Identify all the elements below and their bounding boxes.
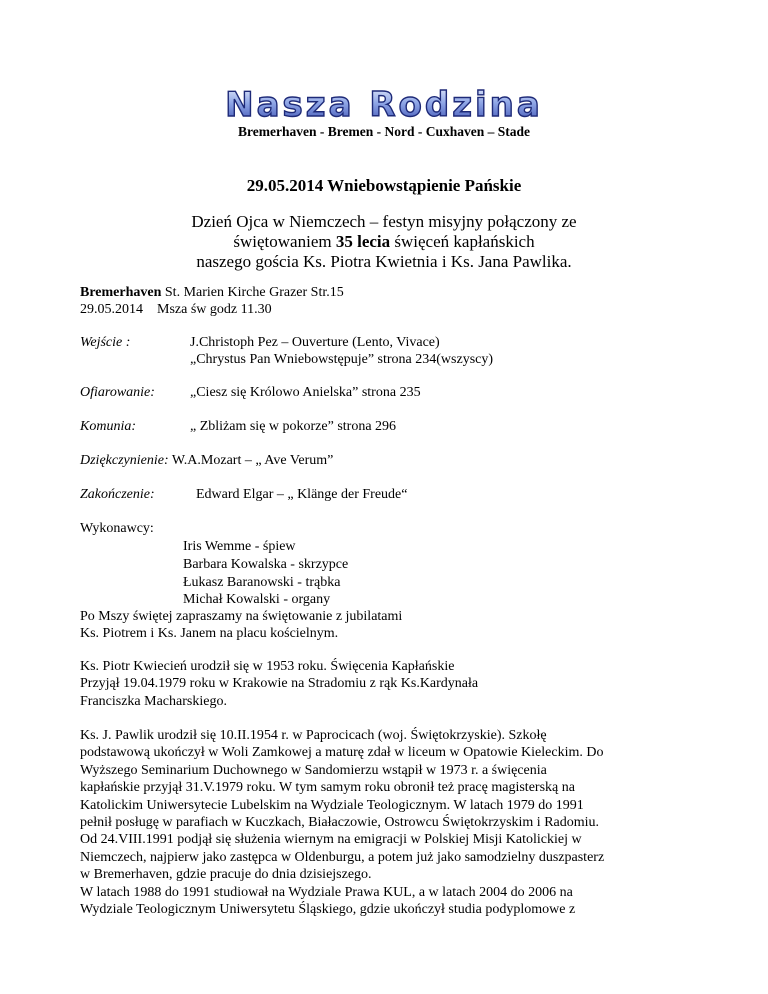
offertory-text: „Ciesz się Królowo Anielska” strona 235 xyxy=(190,385,421,400)
intro-line-2-pre: świętowaniem xyxy=(233,232,336,251)
intro-line-2-post: święceń kapłańskich xyxy=(390,232,535,251)
entrance-label: Wejście : xyxy=(80,335,131,350)
bio-pawlik-line: w Bremerhaven, gdzie pracuje do dnia dzisiejszego. xyxy=(80,867,372,883)
intro-line-3: naszego gościa Ks. Piotra Kwietnia i Ks. Jana Pawlika. xyxy=(196,252,572,271)
bio-pawlik-line: podstawową ukończył w Woli Zamkowej a maturę zdał w liceum w Opatowie Kieleckim. Do xyxy=(80,745,604,761)
entrance-line-2: „Chrystus Pan Wniebowstępuje” strona 234(wszyscy) xyxy=(190,352,494,367)
headline: 29.05.2014 Wniebowstąpienie Pańskie xyxy=(246,176,522,195)
offertory-label: Ofiarowanie: xyxy=(80,385,155,400)
thanksgiving-line xyxy=(80,452,333,469)
location-line-2 xyxy=(80,301,344,318)
performers-list xyxy=(183,538,348,609)
bio-pawlik-line: kapłańskie przyjął 31.V.1979 roku. W tym samym roku obronił też pracę magisterską na xyxy=(80,780,575,796)
bio-pawlik-line: Od 24.VIII.1991 podjął się służenia wiernym na emigracji w Polskiej Misji Katolickiej w xyxy=(80,832,582,848)
entrance-text xyxy=(190,334,493,368)
bio-pawlik-line: Katolickim Uniwersytecie Lubelskim na Wydziale Teologicznym. W latach 1979 do 1991 xyxy=(80,797,584,813)
bio-pawlik-line: pełnił posługę w parafiach w Kuczkach, Białaczowie, Ostrowcu Świętokrzyskim i Radomiu. xyxy=(80,815,600,831)
performers-label: Wykonawcy: xyxy=(80,521,154,536)
bio-pawlik-line: Wyższego Seminarium Duchownego w Sandomierzu wstąpił w 1973 r. a święcenia xyxy=(80,762,547,778)
performer: Łukasz Baranowski - trąbka xyxy=(183,574,341,590)
invitation xyxy=(80,608,700,643)
bio-kwiecien-line-1: Ks. Piotr Kwiecień urodził się w 1953 roku. Święcenia Kapłańskie xyxy=(80,659,455,674)
bio-pawlik-line: Niemczech, najpierw jako zastępca w Oldenburgu, a potem już jako samodzielny duszpasterz xyxy=(80,849,605,865)
bio-kwiecien-line-2: Przyjął 19.04.1979 roku w Krakowie na Stradomiu z rąk Ks.Kardynała xyxy=(80,676,479,692)
bio-kwiecien-line-3: Franciszka Macharskiego. xyxy=(80,693,227,709)
intro xyxy=(0,212,768,272)
intro-line-1: Dzień Ojca w Niemczech – festyn misyjny połączony ze xyxy=(191,212,577,231)
closing-label: Zakończenie: xyxy=(80,487,155,502)
invitation-line-1: Po Mszy świętej zapraszamy na świętowanie z jubilatami xyxy=(80,609,403,624)
location-mass: Msza św godz 11.30 xyxy=(157,302,272,317)
bio-pawlik xyxy=(80,727,750,918)
location-city: Bremerhaven xyxy=(80,285,162,300)
thanksgiving-text: W.A.Mozart – „ Ave Verum” xyxy=(168,453,334,468)
location xyxy=(80,284,344,318)
entrance-line-1: J.Christoph Pez – Ouverture (Lento, Vivace) xyxy=(190,335,440,350)
intro-line-2 xyxy=(0,232,768,252)
location-line-1 xyxy=(80,284,344,301)
bio-kwiecien xyxy=(80,658,700,710)
thanksgiving-label: Dziękczynienie: xyxy=(80,453,169,468)
performer: Barbara Kowalska - skrzypce xyxy=(183,556,349,572)
closing-text: Edward Elgar – „ Klänge der Freude“ xyxy=(196,487,408,502)
bio-pawlik-line: W latach 1988 do 1991 studiował na Wydziale Prawa KUL, a w latach 2004 do 2006 na xyxy=(80,884,573,900)
location-address: St. Marien Kirche Grazer Str.15 xyxy=(161,285,344,300)
logo-text: Nasza Rodzina xyxy=(225,85,543,125)
newsletter-logo xyxy=(0,82,768,124)
bio-pawlik-line: Wydziale Teologicznym Uniwersytetu Śląskiego, gdzie ukończył studia podyplomowe z xyxy=(80,902,576,918)
communion-text: „ Zbliżam się w pokorze” strona 296 xyxy=(190,419,397,434)
location-date: 29.05.2014 xyxy=(80,302,143,317)
performer: Iris Wemme - śpiew xyxy=(183,539,296,554)
performer: Michał Kowalski - organy xyxy=(183,592,331,608)
invitation-line-2: Ks. Piotrem i Ks. Janem na placu kościelnym. xyxy=(80,626,339,642)
bio-pawlik-line: Ks. J. Pawlik urodził się 10.II.1954 r. w Paprocicach (woj. Świętokrzyskie). Szkołę xyxy=(80,728,547,743)
places-line: Bremerhaven - Bremen - Nord - Cuxhaven – Stade xyxy=(238,124,530,139)
logo-wordart xyxy=(225,82,543,125)
intro-anniversary: 35 lecia xyxy=(335,232,391,251)
communion-label: Komunia: xyxy=(80,419,136,434)
